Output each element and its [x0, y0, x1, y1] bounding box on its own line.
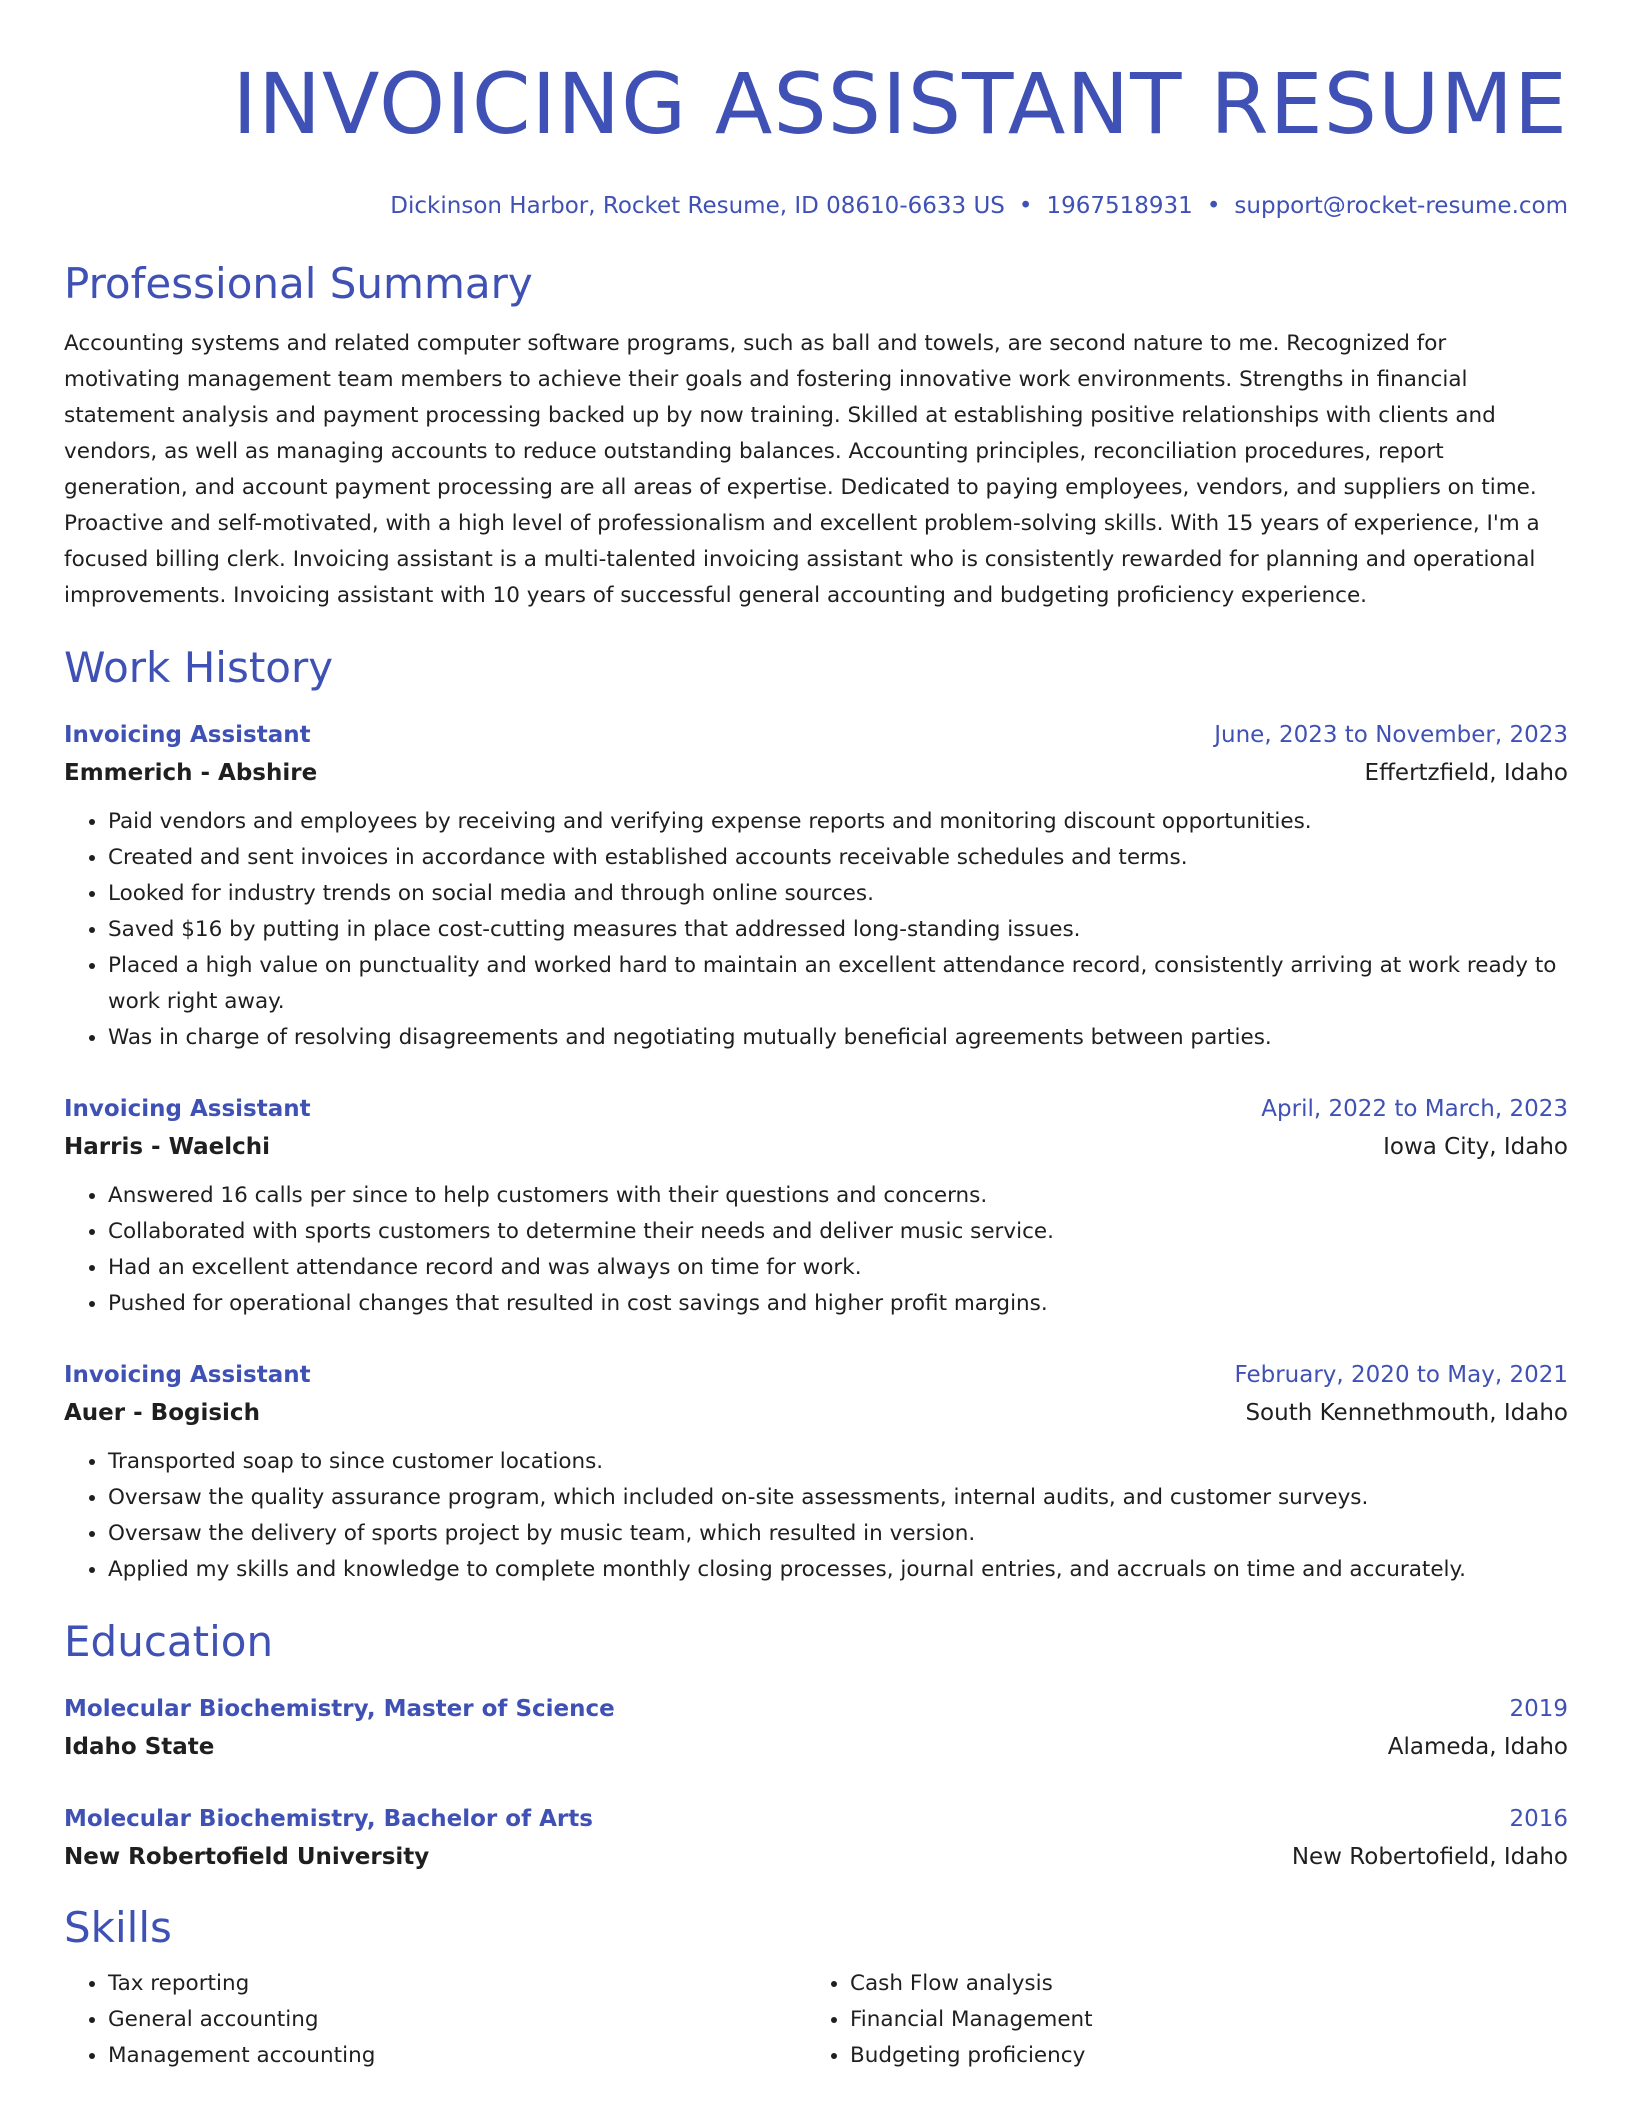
job-location: Iowa City, Idaho	[1383, 1134, 1568, 1160]
education-heading: Education	[64, 1617, 274, 1666]
job-bullet: • Oversaw the delivery of sports project by music team, which resulted in version.	[108, 1516, 1568, 1552]
job-bullet: • Applied my skills and knowledge to complete monthly closing processes, journal entries, and accruals on time and accurately.	[108, 1552, 1568, 1588]
job-bullet: • Answered 16 calls per since to help customers with their questions and concerns.	[108, 1178, 1568, 1214]
job-bullets	[64, 1444, 1568, 1588]
job-bullets	[64, 804, 1568, 1056]
job-bullet: • Was in charge of resolving disagreements and negotiating mutually beneficial agreements between parties.	[108, 1020, 1568, 1056]
job-title: Invoicing Assistant	[64, 722, 311, 748]
skill-item: • Financial Management	[850, 2002, 1548, 2038]
resume-title: INVOICING ASSISTANT RESUME	[232, 55, 1568, 153]
job-dates: June, 2023 to November, 2023	[1214, 722, 1568, 748]
graduation-year: 2016	[1509, 1806, 1568, 1832]
job-bullet: • Oversaw the quality assurance program, which included on-site assessments, internal audits, and customer surveys.	[108, 1480, 1568, 1516]
resume-page	[64, 0, 1568, 2074]
skill-item: • Management accounting	[108, 2038, 806, 2074]
resume-header	[64, 0, 1568, 222]
skills-list-right	[806, 1966, 1548, 2074]
separator-dot: •	[1018, 193, 1033, 219]
job-bullet: • Paid vendors and employees by receiving and verifying expense reports and monitoring discount opportunities.	[108, 804, 1568, 840]
school-location: New Robertofield, Idaho	[1291, 1844, 1568, 1870]
job-entry	[64, 1356, 1568, 1588]
job-bullets	[64, 1178, 1568, 1322]
job-bullet: • Placed a high value on punctuality and worked hard to maintain an excellent attendance record, consistently arriving at work ready to work right away.	[108, 948, 1568, 1020]
job-company: Harris - Waelchi	[64, 1134, 271, 1160]
summary-section	[64, 258, 1568, 614]
skills-list-left	[64, 1966, 806, 2074]
skill-item: • Budgeting proficiency	[850, 2038, 1548, 2074]
school-location: Alameda, Idaho	[1387, 1734, 1568, 1760]
summary-text: Accounting systems and related computer software programs, such as ball and towels, are second nature to me. Recognized for motivating management team members to achieve their goals and fostering innovative work environments. Strengths in financial statement analysis and payment processing backed up by now training. Skilled at establishing positive relationships with clients and vendors, as well as managing accounts to reduce outstanding balances. Accounting principles, reconciliation procedures, report generation, and account payment processing are all areas of expertise. Dedicated to paying employees, vendors, and suppliers on time. Proactive and self-motivated, with a high level of professionalism and excellent problem-solving skills. With 15 years of experience, I'm a focused billing clerk. Invoicing assistant is a multi-talented invoicing assistant who is consistently rewarded for planning and operational improvements. Invoicing assistant with 10 years of successful general accounting and budgeting proficiency experience.	[64, 331, 1540, 608]
skill-item: • General accounting	[108, 2002, 806, 2038]
contact-line	[64, 190, 1568, 222]
job-location: Effertzfield, Idaho	[1364, 760, 1568, 786]
work-history-section	[64, 642, 1568, 1588]
education-section	[64, 1616, 1568, 1876]
degree-title: Molecular Biochemistry, Master of Science	[64, 1696, 615, 1722]
skills-columns	[64, 1966, 1568, 2074]
contact-email: support@rocket-resume.com	[1234, 193, 1568, 219]
summary-heading: Professional Summary	[64, 259, 533, 308]
job-company: Emmerich - Abshire	[64, 760, 318, 786]
job-bullet: • Looked for industry trends on social media and through online sources.	[108, 876, 1568, 912]
contact-phone: 1967518931	[1046, 193, 1193, 219]
job-bullet: • Collaborated with sports customers to determine their needs and deliver music service.	[108, 1214, 1568, 1250]
job-bullet: • Created and sent invoices in accordance with established accounts receivable schedules and terms.	[108, 840, 1568, 876]
graduation-year: 2019	[1509, 1696, 1568, 1722]
job-entry	[64, 1090, 1568, 1322]
school-name: New Robertofield University	[64, 1844, 430, 1870]
job-entry	[64, 716, 1568, 1056]
school-name: Idaho State	[64, 1734, 215, 1760]
job-location: South Kennethmouth, Idaho	[1245, 1400, 1568, 1426]
job-company: Auer - Bogisich	[64, 1400, 260, 1426]
job-dates: February, 2020 to May, 2021	[1234, 1362, 1568, 1388]
job-bullet: • Pushed for operational changes that resulted in cost savings and higher profit margins.	[108, 1286, 1568, 1322]
job-title: Invoicing Assistant	[64, 1362, 311, 1388]
separator-dot: •	[1206, 193, 1221, 219]
job-bullet: • Saved $16 by putting in place cost-cutting measures that addressed long-standing issues.	[108, 912, 1568, 948]
job-bullet: • Had an excellent attendance record and was always on time for work.	[108, 1250, 1568, 1286]
skill-item: • Tax reporting	[108, 1966, 806, 2002]
work-history-heading: Work History	[64, 643, 334, 692]
job-bullet: • Transported soap to since customer locations.	[108, 1444, 1568, 1480]
degree-title: Molecular Biochemistry, Bachelor of Arts	[64, 1806, 593, 1832]
job-dates: April, 2022 to March, 2023	[1261, 1096, 1568, 1122]
skills-section	[64, 1902, 1568, 2074]
contact-address: Dickinson Harbor, Rocket Resume, ID 08610-6633 US	[390, 193, 1005, 219]
education-entry	[64, 1800, 1568, 1876]
education-entry	[64, 1690, 1568, 1766]
skill-item: • Cash Flow analysis	[850, 1966, 1548, 2002]
job-title: Invoicing Assistant	[64, 1096, 311, 1122]
skills-heading: Skills	[64, 1903, 172, 1952]
